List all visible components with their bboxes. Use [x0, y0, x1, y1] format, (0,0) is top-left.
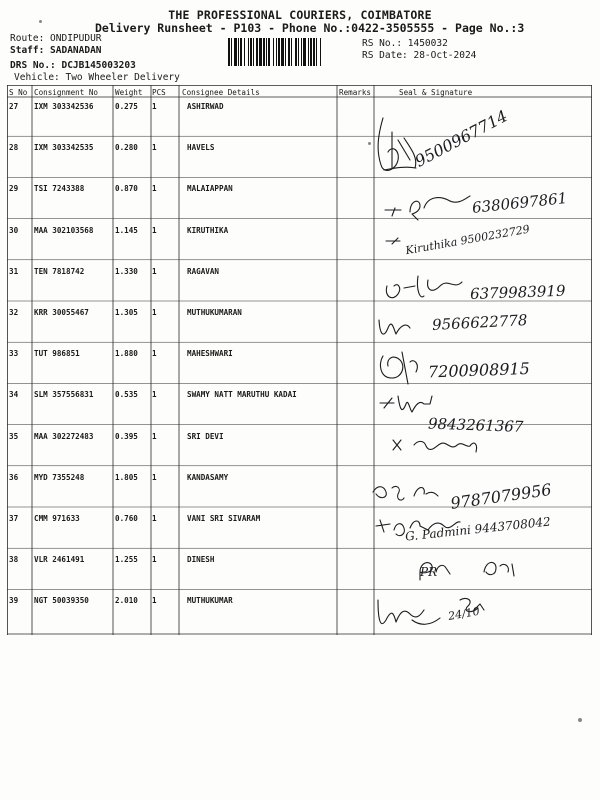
company-title: THE PROFESSIONAL COURIERS, COIMBATORE: [168, 8, 432, 22]
cell-consignment: IXM 303342536: [34, 102, 94, 111]
cell-consignment: MAA 302272483: [34, 431, 94, 441]
cell-sno: 27: [9, 102, 19, 111]
cell-consignment: IXM 303342535: [34, 143, 94, 153]
rs-number: RS No.: 1450032: [362, 38, 448, 49]
cell-sno: 34: [9, 390, 19, 400]
cell-consignment: TSI 7243388: [34, 184, 85, 194]
cell-consignee: SWAMY NATT MARUTHU KADAI: [187, 390, 297, 400]
header-weight: Weight: [115, 88, 143, 97]
cell-pcs: 1: [152, 472, 157, 482]
handwriting-initials: PR: [420, 565, 438, 579]
cell-sno: 30: [9, 225, 19, 235]
cell-weight: 2.010: [115, 596, 138, 606]
cell-consignee: ASHIRWAD: [187, 102, 224, 111]
cell-weight: 1.880: [115, 349, 138, 359]
cell-consignee: MAHESHWARI: [187, 349, 233, 359]
cell-consignee: VANI SRI SIVARAM: [187, 514, 261, 523]
cell-weight: 1.330: [115, 266, 138, 276]
cell-consignee: DINESH: [187, 555, 215, 565]
barcode-image: [228, 38, 354, 66]
cell-consignment: SLM 357556831: [34, 390, 94, 400]
header-consignee: Consignee Details: [182, 88, 260, 97]
cell-weight: 0.395: [115, 431, 138, 441]
cell-consignment: KRR 30055467: [34, 308, 89, 317]
handwriting-padmini: G. Padmini 9443708042: [404, 514, 552, 544]
scan-speck: [578, 718, 582, 722]
cell-sno: 35: [9, 431, 19, 441]
handwriting-phone-2: 6380697861: [471, 189, 569, 217]
cell-consignment: TUT 986851: [34, 349, 80, 359]
cell-sno: 36: [9, 472, 19, 482]
cell-pcs: 1: [152, 308, 157, 317]
cell-pcs: 1: [152, 596, 157, 606]
cell-sno: 37: [9, 514, 19, 523]
handwriting-phone-5: 7200908915: [427, 358, 531, 382]
handwriting-date: 24/10: [447, 604, 481, 623]
cell-consignment: MYD 7355248: [34, 472, 85, 482]
cell-sno: 38: [9, 555, 19, 565]
cell-sno: 28: [9, 143, 19, 153]
cell-weight: 0.280: [115, 143, 138, 153]
cell-consignee: RAGAVAN: [187, 266, 220, 276]
header-consignment: Consignment No: [34, 88, 99, 97]
cell-weight: 0.870: [115, 184, 138, 194]
cell-pcs: 1: [152, 102, 157, 111]
handwriting-phone-1: 9500967714: [411, 106, 511, 171]
cell-pcs: 1: [152, 143, 157, 153]
cell-consignee: KIRUTHIKA: [187, 225, 229, 235]
header-pcs: PCS: [152, 88, 166, 97]
cell-pcs: 1: [152, 266, 157, 276]
cell-consignment: MAA 302103568: [34, 225, 94, 235]
cell-consignee: HAVELS: [187, 143, 215, 153]
rs-date: RS Date: 28-Oct-2024: [362, 50, 477, 61]
handwriting-phone-6: 9843261367: [427, 414, 524, 436]
cell-consignee: MUTHUKUMARAN: [187, 308, 242, 317]
cell-weight: 1.255: [115, 555, 138, 565]
drs-number: DRS No.: DCJB145003203: [10, 60, 136, 71]
cell-weight: 1.145: [115, 225, 138, 235]
cell-weight: 1.305: [115, 308, 138, 317]
runsheet-subtitle: Delivery Runsheet - P103 - Phone No.:0422-3505555 - Page No.:3: [95, 21, 525, 35]
cell-pcs: 1: [152, 390, 157, 400]
cell-pcs: 1: [152, 514, 157, 523]
scan-speck: [39, 20, 42, 23]
staff-label: Staff: SADANADAN: [10, 45, 102, 56]
cell-weight: 0.275: [115, 102, 138, 111]
cell-consignee: MALAIAPPAN: [187, 184, 233, 194]
route-label: Route: ONDIPUDUR: [10, 33, 102, 44]
header-signature: Seal & Signature: [399, 88, 473, 97]
header-sno: S No: [9, 88, 28, 97]
vehicle-label: Vehicle: Two Wheeler Delivery: [14, 72, 180, 83]
handwriting-phone-7: 9787079956: [449, 479, 553, 513]
scan-speck: [368, 142, 371, 145]
cell-weight: 0.535: [115, 390, 138, 400]
cell-consignee: SRI DEVI: [187, 431, 224, 441]
cell-pcs: 1: [152, 555, 157, 565]
handwriting-kiruthika: Kiruthika 9500232729: [404, 222, 531, 258]
cell-weight: 1.805: [115, 472, 138, 482]
cell-pcs: 1: [152, 349, 157, 359]
cell-pcs: 1: [152, 225, 157, 235]
cell-consignee: MUTHUKUMAR: [187, 596, 233, 606]
cell-consignee: KANDASAMY: [187, 472, 229, 482]
cell-sno: 31: [9, 266, 19, 276]
cell-sno: 39: [9, 596, 19, 606]
cell-consignment: VLR 2461491: [34, 555, 85, 565]
cell-pcs: 1: [152, 431, 157, 441]
cell-sno: 33: [9, 349, 19, 359]
cell-weight: 0.760: [115, 514, 138, 523]
runsheet-table-grid: [7, 85, 592, 635]
cell-consignment: CMM 971633: [34, 514, 80, 523]
handwriting-phone-4: 9566622778: [431, 311, 528, 334]
cell-sno: 32: [9, 308, 19, 317]
cell-sno: 29: [9, 184, 19, 194]
header-remarks: Remarks: [339, 88, 372, 97]
cell-consignment: TEN 7818742: [34, 266, 85, 276]
cell-consignment: NGT 50039350: [34, 596, 89, 606]
cell-pcs: 1: [152, 184, 157, 194]
handwriting-phone-3: 6379983919: [469, 281, 566, 304]
